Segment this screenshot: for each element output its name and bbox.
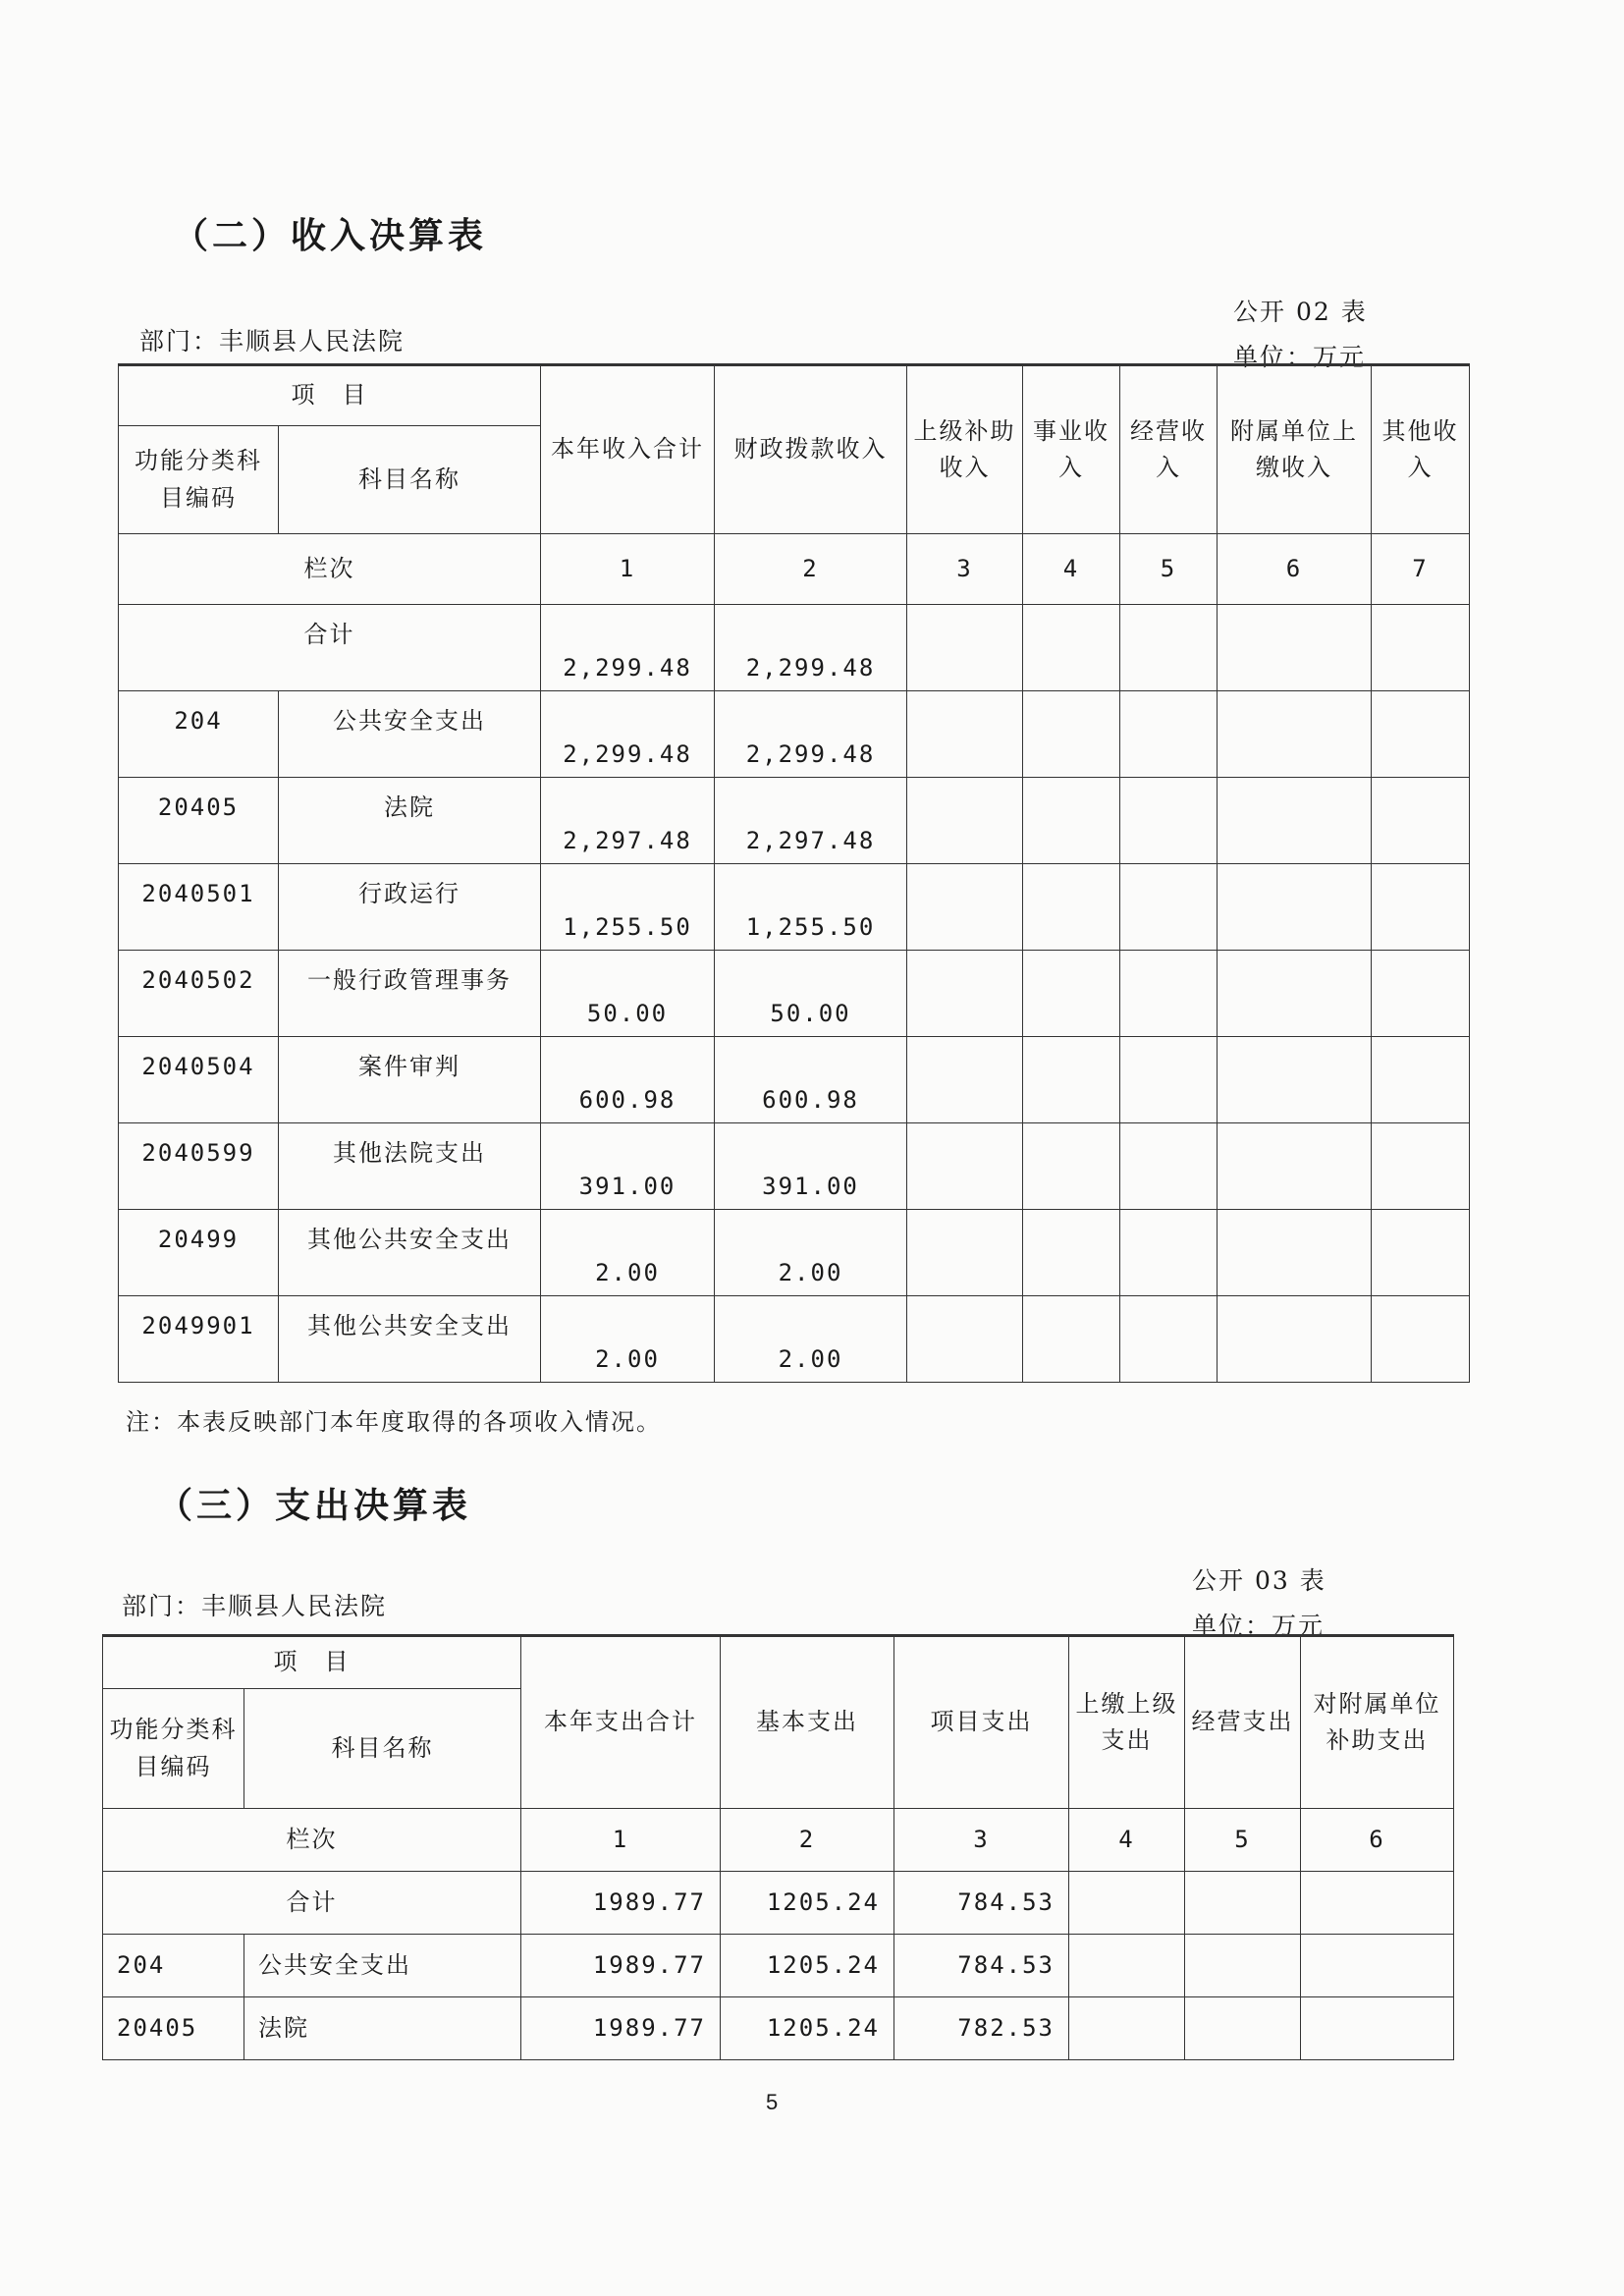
func-code: 20499 — [119, 1210, 279, 1296]
column-index: 2 — [721, 1809, 894, 1872]
fiscal-amount: 2,297.48 — [715, 778, 907, 864]
column-index: 4 — [1069, 1809, 1185, 1872]
basic-amount: 1205.24 — [721, 1935, 894, 1997]
expense-department: 部门：丰顺县人民法院 — [122, 1592, 388, 1620]
header-col: 上级补助收入 — [907, 365, 1023, 534]
column-index: 3 — [907, 534, 1023, 605]
func-code: 20405 — [103, 1997, 244, 2060]
column-index: 5 — [1120, 534, 1218, 605]
column-index: 4 — [1023, 534, 1120, 605]
header-func-code: 功能分类科目编码 — [119, 426, 279, 534]
expense-table-id: 公开 03 表 — [1192, 1566, 1326, 1595]
func-code: 2049901 — [119, 1296, 279, 1383]
table-row — [119, 1296, 1470, 1383]
header-col: 上缴上级支出 — [1069, 1636, 1185, 1809]
total-amount: 2,299.48 — [541, 691, 715, 778]
header-col: 附属单位上缴收入 — [1218, 365, 1372, 534]
subject-name: 法院 — [279, 778, 541, 864]
func-code: 2040504 — [119, 1037, 279, 1123]
expense-section-title: （三）支出决算表 — [157, 1486, 472, 1526]
table-row — [119, 1123, 1470, 1210]
column-index: 1 — [521, 1809, 721, 1872]
func-code: 2040502 — [119, 951, 279, 1037]
income-department: 部门：丰顺县人民法院 — [139, 327, 406, 355]
column-index: 2 — [715, 534, 907, 605]
table-row — [103, 1935, 1454, 1997]
func-code: 204 — [103, 1935, 244, 1997]
fiscal-amount: 2,299.48 — [715, 691, 907, 778]
table-row — [119, 1037, 1470, 1123]
column-index-label: 栏次 — [119, 534, 541, 605]
column-index: 3 — [894, 1809, 1069, 1872]
total-amount: 1989.77 — [521, 1872, 721, 1935]
total-amount: 2.00 — [541, 1296, 715, 1383]
total-label: 合计 — [119, 605, 541, 691]
column-index: 6 — [1301, 1809, 1454, 1872]
header-col: 其他收入 — [1372, 365, 1470, 534]
income-table — [118, 363, 1470, 1383]
subject-name: 其他法院支出 — [279, 1123, 541, 1210]
total-amount: 391.00 — [541, 1123, 715, 1210]
income-note: 注：本表反映部门本年度取得的各项收入情况。 — [126, 1408, 662, 1436]
func-code: 2040599 — [119, 1123, 279, 1210]
total-amount: 2.00 — [541, 1210, 715, 1296]
table-row — [119, 951, 1470, 1037]
fiscal-amount: 50.00 — [715, 951, 907, 1037]
expense-unit: 单位：万元 — [1192, 1612, 1326, 1640]
fiscal-amount: 2.00 — [715, 1296, 907, 1383]
total-amount: 2,299.48 — [541, 605, 715, 691]
header-col: 项目支出 — [894, 1636, 1069, 1809]
page-number: 5 — [766, 2090, 779, 2114]
project-amount: 782.53 — [894, 1997, 1069, 2060]
subject-name: 其他公共安全支出 — [279, 1210, 541, 1296]
func-code: 204 — [119, 691, 279, 778]
header-func-code: 功能分类科目编码 — [103, 1689, 244, 1809]
subject-name: 法院 — [244, 1997, 521, 2060]
header-col: 本年收入合计 — [541, 365, 715, 534]
total-amount: 50.00 — [541, 951, 715, 1037]
total-label: 合计 — [103, 1872, 521, 1935]
fiscal-amount: 2.00 — [715, 1210, 907, 1296]
table-row — [103, 1997, 1454, 2060]
total-amount: 1,255.50 — [541, 864, 715, 951]
header-col: 经营支出 — [1185, 1636, 1301, 1809]
subject-name: 其他公共安全支出 — [279, 1296, 541, 1383]
total-amount: 2,297.48 — [541, 778, 715, 864]
func-code: 20405 — [119, 778, 279, 864]
header-project: 项 目 — [103, 1636, 521, 1689]
column-index: 6 — [1218, 534, 1372, 605]
header-col: 本年支出合计 — [521, 1636, 721, 1809]
total-row — [103, 1872, 1454, 1935]
income-section-title: （二）收入决算表 — [173, 216, 488, 256]
income-unit: 单位：万元 — [1233, 343, 1367, 371]
subject-name: 公共安全支出 — [244, 1935, 521, 1997]
income-table-id: 公开 02 表 — [1233, 298, 1368, 326]
func-code: 2040501 — [119, 864, 279, 951]
total-amount: 1989.77 — [521, 1997, 721, 2060]
project-amount: 784.53 — [894, 1935, 1069, 1997]
fiscal-amount: 600.98 — [715, 1037, 907, 1123]
header-subject-name: 科目名称 — [244, 1689, 521, 1809]
fiscal-amount: 1,255.50 — [715, 864, 907, 951]
expense-table — [102, 1634, 1454, 2060]
header-col: 对附属单位补助支出 — [1301, 1636, 1454, 1809]
subject-name: 公共安全支出 — [279, 691, 541, 778]
header-col: 事业收入 — [1023, 365, 1120, 534]
table-row — [119, 864, 1470, 951]
total-amount: 600.98 — [541, 1037, 715, 1123]
column-index: 1 — [541, 534, 715, 605]
fiscal-amount: 2,299.48 — [715, 605, 907, 691]
subject-name: 案件审判 — [279, 1037, 541, 1123]
header-col: 经营收入 — [1120, 365, 1218, 534]
header-project: 项 目 — [119, 365, 541, 426]
basic-amount: 1205.24 — [721, 1997, 894, 2060]
total-row — [119, 605, 1470, 691]
column-index: 5 — [1185, 1809, 1301, 1872]
table-row — [119, 691, 1470, 778]
header-subject-name: 科目名称 — [279, 426, 541, 534]
column-index-label: 栏次 — [103, 1809, 521, 1872]
table-row — [119, 778, 1470, 864]
subject-name: 一般行政管理事务 — [279, 951, 541, 1037]
fiscal-amount: 391.00 — [715, 1123, 907, 1210]
column-index: 7 — [1372, 534, 1470, 605]
header-col: 财政拨款收入 — [715, 365, 907, 534]
table-row — [119, 1210, 1470, 1296]
project-amount: 784.53 — [894, 1872, 1069, 1935]
header-col: 基本支出 — [721, 1636, 894, 1809]
total-amount: 1989.77 — [521, 1935, 721, 1997]
basic-amount: 1205.24 — [721, 1872, 894, 1935]
subject-name: 行政运行 — [279, 864, 541, 951]
